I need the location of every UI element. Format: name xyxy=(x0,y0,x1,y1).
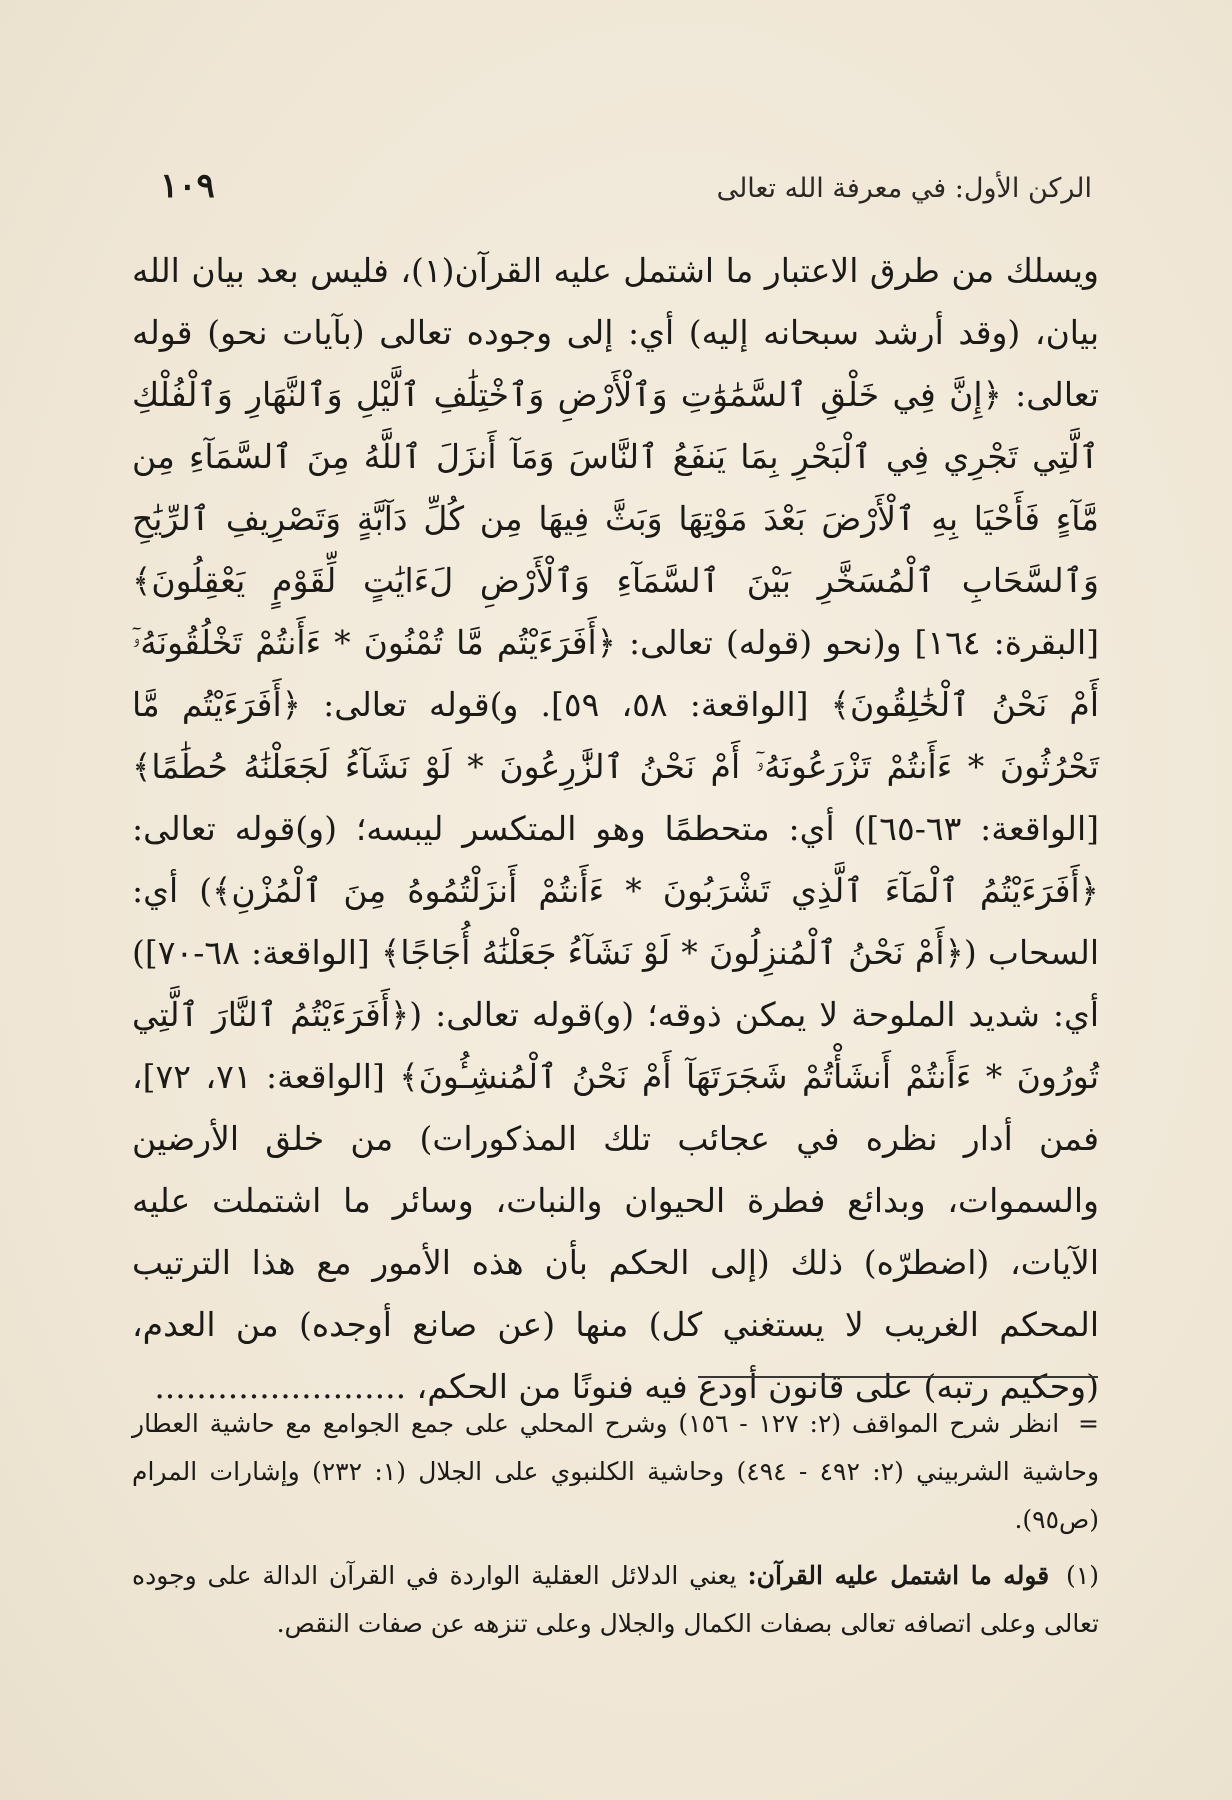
footnote-1 xyxy=(132,1552,1099,1648)
footnote-1-marker: (١) xyxy=(1066,1561,1100,1590)
running-head xyxy=(160,166,1092,206)
footnote-continuation-text: انظر شرح المواقف (٢: ١٢٧ - ١٥٦) وشرح المحلي على جمع الجوامع مع حاشية العطار وحاشية الشربيني (٢: ٤٩٢ - ٤٩٤) وحاشية الكلنبوي على الجلال (١: ٢٣٢) وإشارات المرام (ص٩٥). xyxy=(132,1409,1100,1534)
page-number: ١٠٩ xyxy=(160,166,215,206)
footnote-continuation xyxy=(132,1400,1099,1544)
footnote-1-lemma: قوله ما اشتمل عليه القرآن: xyxy=(747,1561,1050,1590)
continuation-marker: = xyxy=(1078,1409,1099,1438)
running-head-title: الركن الأول: في معرفة الله تعالى xyxy=(716,173,1092,204)
footnotes xyxy=(132,1400,1099,1656)
footnote-separator xyxy=(698,1376,1098,1378)
footnote-1-text: يعني الدلائل العقلية الواردة في القرآن الدالة على وجوده تعالى وعلى اتصافه تعالى بصفات الكمال والجلال وعلى تنزهه عن صفات النقص. xyxy=(132,1561,1099,1638)
main-paragraph: ويسلك من طرق الاعتبار ما اشتمل عليه القرآن(١)، فليس بعد بيان الله بيان، (وقد أرشد سبحانه إليه) أي: إلى وجوده تعالى (بآيات نحو) قوله تعالى: ﴿إِنَّ فِي خَلْقِ ٱلسَّمَٰوَٰتِ وَٱلْأَرْضِ وَٱخْتِلَٰفِ ٱلَّيْلِ وَٱلنَّهَارِ وَٱلْفُلْكِ ٱلَّتِي تَجْرِي فِي ٱلْبَحْرِ بِمَا يَنفَعُ ٱلنَّاسَ وَمَآ أَنزَلَ ٱللَّهُ مِنَ ٱلسَّمَآءِ مِن مَّآءٍ فَأَحْيَا بِهِ ٱلْأَرْضَ بَعْدَ مَوْتِهَا وَبَثَّ فِيهَا مِن كُلِّ دَآبَّةٍ وَتَصْرِيفِ ٱلرِّيَٰحِ وَٱلسَّحَابِ ٱلْمُسَخَّرِ بَيْنَ ٱلسَّمَآءِ وَٱلْأَرْضِ لَءَايَٰتٍ لِّقَوْمٍ يَعْقِلُونَ﴾ [البقرة: ١٦٤] و(نحو (قوله) تعالى: ﴿أَفَرَءَيْتُم مَّا تُمْنُونَ * ءَأَنتُمْ تَخْلُقُونَهُۥٓ أَمْ نَحْنُ ٱلْخَٰلِقُونَ﴾ [الواقعة: ٥٨، ٥٩]. و)قوله تعالى: ﴿أَفَرَءَيْتُم مَّا تَحْرُثُونَ * ءَأَنتُمْ تَزْرَعُونَهُۥٓ أَمْ نَحْنُ ٱلزَّٰرِعُونَ * لَوْ نَشَآءُ لَجَعَلْنَٰهُ حُطَٰمًا﴾ [الواقعة: ٦٣-٦٥]) أي: متحطمًا وهو المتكسر ليبسه؛ (و)قوله تعالى: ﴿أَفَرَءَيْتُمُ ٱلْمَآءَ ٱلَّذِي تَشْرَبُونَ * ءَأَنتُمْ أَنزَلْتُمُوهُ مِنَ ٱلْمُزْنِ﴾) أي: السحاب (﴿أَمْ نَحْنُ ٱلْمُنزِلُونَ * لَوْ نَشَآءُ جَعَلْنَٰهُ أُجَاجًا﴾ [الواقعة: ٦٨-٧٠]) أي: شديد الملوحة لا يمكن ذوقه؛ (و)قوله تعالى: (﴿أَفَرَءَيْتُمُ ٱلنَّارَ ٱلَّتِي تُورُونَ * ءَأَنتُمْ أَنشَأْتُمْ شَجَرَتَهَآ أَمْ نَحْنُ ٱلْمُنشِـُٔونَ﴾ [الواقعة: ٧١، ٧٢]، فمن أدار نظره في عجائب تلك المذكورات) من خلق الأرضين والسموات، وبدائع فطرة الحيوان والنبات، وسائر ما اشتملت عليه الآيات، (اضطرّه) ذلك (إلى الحكم بأن هذه الأمور مع هذا الترتيب المحكم الغريب لا يستغني كل) منها (عن صانع أوجده) من العدم، (وحكيم رتبه) على قانون أودع فيه فنونًا من الحكم، ........................ xyxy=(132,251,1100,1406)
main-text xyxy=(132,240,1099,1418)
